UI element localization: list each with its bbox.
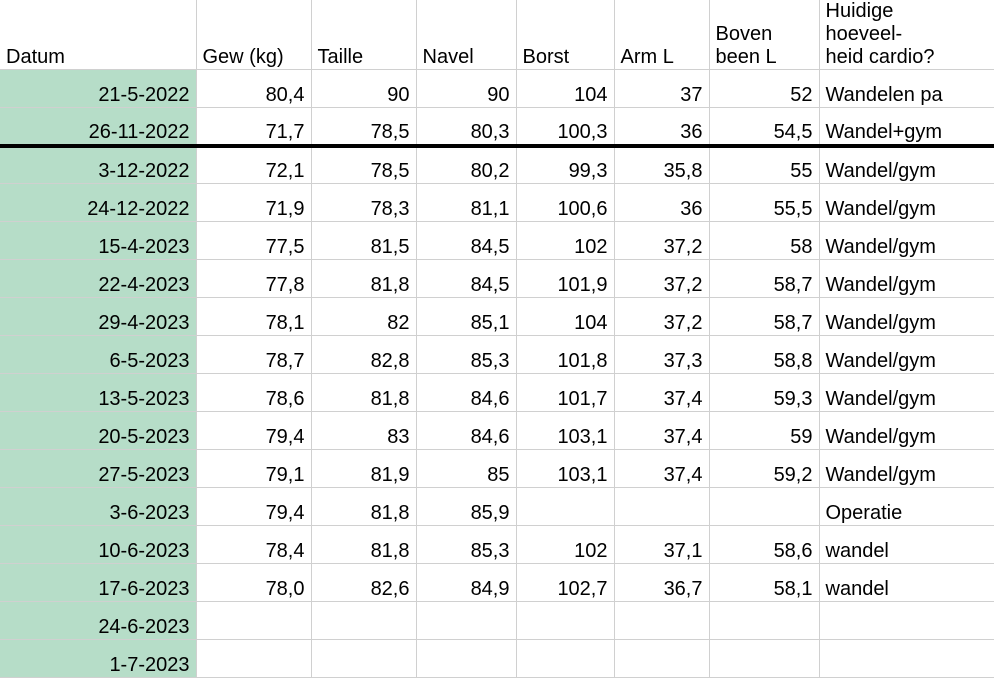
column-header-borst-label: Borst (522, 46, 570, 68)
cell-taille[interactable]: 82 (311, 298, 416, 336)
table-row[interactable] (0, 184, 994, 222)
cell-navel[interactable]: 80,2 (416, 146, 516, 184)
cell-borst[interactable]: 100,6 (516, 184, 614, 222)
cell-gew[interactable] (196, 640, 311, 678)
cell-datum[interactable]: 15-4-2023 (0, 222, 196, 260)
cell-borst[interactable]: 99,3 (516, 146, 614, 184)
column-header-cardio-line1: Huidige (825, 0, 894, 22)
table-row[interactable] (0, 70, 994, 108)
cell-cardio[interactable]: wandel (819, 526, 994, 564)
cell-navel[interactable]: 84,9 (416, 564, 516, 602)
cell-arm-l[interactable]: 37 (614, 70, 709, 108)
cell-gew[interactable] (196, 602, 311, 640)
cell-taille[interactable] (311, 640, 416, 678)
cell-cardio[interactable]: wandel (819, 564, 994, 602)
header-row (0, 0, 994, 70)
cell-bovenbeen-l[interactable]: 59,3 (709, 374, 819, 412)
cell-taille[interactable]: 82,8 (311, 336, 416, 374)
cell-gew[interactable]: 78,1 (196, 298, 311, 336)
cell-taille[interactable]: 78,5 (311, 108, 416, 146)
column-header-arm-l-label: Arm L (620, 46, 674, 68)
cell-navel[interactable]: 85,9 (416, 488, 516, 526)
cell-borst[interactable]: 101,9 (516, 260, 614, 298)
cell-gew[interactable]: 77,8 (196, 260, 311, 298)
cell-datum[interactable]: 27-5-2023 (0, 450, 196, 488)
cell-arm-l[interactable] (614, 640, 709, 678)
cell-cardio[interactable]: Wandelen pa (819, 70, 994, 108)
cell-datum[interactable]: 3-12-2022 (0, 146, 196, 184)
cell-arm-l[interactable]: 37,2 (614, 222, 709, 260)
cell-bovenbeen-l[interactable]: 55 (709, 146, 819, 184)
cell-arm-l[interactable]: 36,7 (614, 564, 709, 602)
cell-navel[interactable]: 85,3 (416, 336, 516, 374)
cell-datum[interactable]: 29-4-2023 (0, 298, 196, 336)
table-row[interactable] (0, 336, 994, 374)
cell-borst[interactable]: 104 (516, 70, 614, 108)
cell-bovenbeen-l[interactable] (709, 488, 819, 526)
cell-navel[interactable]: 84,5 (416, 222, 516, 260)
cell-bovenbeen-l[interactable]: 58,7 (709, 298, 819, 336)
table-header (0, 0, 994, 70)
cell-navel[interactable]: 84,5 (416, 260, 516, 298)
cell-gew[interactable]: 78,0 (196, 564, 311, 602)
cell-cardio[interactable]: Wandel/gym (819, 374, 994, 412)
cell-arm-l[interactable] (614, 488, 709, 526)
cell-borst[interactable] (516, 602, 614, 640)
column-header-bovenbeen-l-line2: been L (715, 46, 777, 68)
cell-arm-l[interactable]: 36 (614, 184, 709, 222)
cell-gew[interactable]: 79,4 (196, 412, 311, 450)
cell-datum[interactable]: 26-11-2022 (0, 108, 196, 146)
column-header-gew-label: Gew (kg) (202, 46, 284, 68)
cell-datum[interactable]: 20-5-2023 (0, 412, 196, 450)
cell-bovenbeen-l[interactable] (709, 602, 819, 640)
cell-bovenbeen-l[interactable]: 58,1 (709, 564, 819, 602)
cell-arm-l[interactable]: 37,3 (614, 336, 709, 374)
cell-navel[interactable]: 84,6 (416, 412, 516, 450)
cell-datum[interactable]: 17-6-2023 (0, 564, 196, 602)
cell-cardio[interactable]: Wandel/gym (819, 336, 994, 374)
cell-datum[interactable]: 3-6-2023 (0, 488, 196, 526)
cell-cardio[interactable]: Wandel/gym (819, 222, 994, 260)
cell-bovenbeen-l[interactable]: 58,6 (709, 526, 819, 564)
table-row[interactable] (0, 298, 994, 336)
table-row[interactable] (0, 488, 994, 526)
cell-cardio[interactable]: Operatie (819, 488, 994, 526)
column-header-datum[interactable] (0, 0, 196, 70)
cell-arm-l[interactable] (614, 602, 709, 640)
cell-bovenbeen-l[interactable]: 58,7 (709, 260, 819, 298)
cell-datum[interactable]: 22-4-2023 (0, 260, 196, 298)
column-header-bovenbeen-l-line1: Boven (715, 23, 773, 45)
cell-taille[interactable]: 81,8 (311, 374, 416, 412)
cell-datum[interactable]: 24-6-2023 (0, 602, 196, 640)
column-header-navel-label: Navel (422, 46, 474, 68)
cell-gew[interactable]: 71,7 (196, 108, 311, 146)
cell-navel[interactable]: 85,1 (416, 298, 516, 336)
column-header-gew[interactable] (196, 0, 311, 70)
cell-taille[interactable]: 78,3 (311, 184, 416, 222)
cell-gew[interactable]: 80,4 (196, 70, 311, 108)
cell-bovenbeen-l[interactable]: 58 (709, 222, 819, 260)
table-row[interactable] (0, 564, 994, 602)
cell-cardio[interactable]: Wandel/gym (819, 184, 994, 222)
column-header-bovenbeen-l[interactable] (709, 0, 819, 70)
cell-taille[interactable]: 81,8 (311, 260, 416, 298)
cell-datum[interactable]: 1-7-2023 (0, 640, 196, 678)
cell-datum[interactable]: 24-12-2022 (0, 184, 196, 222)
table-row[interactable] (0, 146, 994, 184)
cell-arm-l[interactable]: 37,4 (614, 450, 709, 488)
cell-taille[interactable]: 90 (311, 70, 416, 108)
cell-borst[interactable]: 104 (516, 298, 614, 336)
table-row[interactable] (0, 222, 994, 260)
cell-taille[interactable]: 82,6 (311, 564, 416, 602)
table-row[interactable] (0, 450, 994, 488)
cell-gew[interactable]: 72,1 (196, 146, 311, 184)
table-row[interactable] (0, 412, 994, 450)
cell-bovenbeen-l[interactable]: 55,5 (709, 184, 819, 222)
cell-cardio[interactable]: Wandel/gym (819, 298, 994, 336)
cell-bovenbeen-l[interactable]: 58,8 (709, 336, 819, 374)
cell-bovenbeen-l[interactable] (709, 640, 819, 678)
cell-datum[interactable]: 6-5-2023 (0, 336, 196, 374)
cell-datum[interactable]: 13-5-2023 (0, 374, 196, 412)
cell-cardio[interactable]: Wandel/gym (819, 260, 994, 298)
cell-borst[interactable]: 103,1 (516, 450, 614, 488)
table-body (0, 70, 994, 678)
cell-bovenbeen-l[interactable]: 59,2 (709, 450, 819, 488)
cell-taille[interactable]: 83 (311, 412, 416, 450)
cell-navel[interactable]: 90 (416, 70, 516, 108)
cell-gew[interactable]: 78,7 (196, 336, 311, 374)
cell-arm-l[interactable]: 35,8 (614, 146, 709, 184)
column-header-cardio-line3: heid cardio? (825, 46, 935, 68)
cell-arm-l[interactable]: 36 (614, 108, 709, 146)
table-row[interactable] (0, 108, 994, 146)
cell-gew[interactable]: 79,4 (196, 488, 311, 526)
cell-taille[interactable]: 81,8 (311, 526, 416, 564)
column-header-navel[interactable] (416, 0, 516, 70)
table-row[interactable] (0, 526, 994, 564)
cell-borst[interactable]: 101,8 (516, 336, 614, 374)
cell-cardio[interactable]: Wandel/gym (819, 146, 994, 184)
cell-navel[interactable]: 85 (416, 450, 516, 488)
column-header-taille-label: Taille (317, 46, 364, 68)
column-header-cardio[interactable] (819, 0, 994, 70)
cell-gew[interactable]: 79,1 (196, 450, 311, 488)
cell-borst[interactable]: 101,7 (516, 374, 614, 412)
cell-bovenbeen-l[interactable]: 59 (709, 412, 819, 450)
cell-arm-l[interactable]: 37,4 (614, 374, 709, 412)
cell-bovenbeen-l[interactable]: 52 (709, 70, 819, 108)
cell-borst[interactable] (516, 640, 614, 678)
cell-borst[interactable]: 103,1 (516, 412, 614, 450)
cell-borst[interactable]: 102,7 (516, 564, 614, 602)
cell-taille[interactable]: 78,5 (311, 146, 416, 184)
cell-cardio[interactable]: Wandel/gym (819, 450, 994, 488)
cell-taille[interactable]: 81,5 (311, 222, 416, 260)
cell-gew[interactable]: 77,5 (196, 222, 311, 260)
table-row[interactable] (0, 602, 994, 640)
column-header-arm-l[interactable] (614, 0, 709, 70)
cell-cardio[interactable] (819, 640, 994, 678)
column-header-cardio-line2: hoeveel- (825, 23, 903, 45)
cell-arm-l[interactable]: 37,2 (614, 260, 709, 298)
column-header-borst[interactable] (516, 0, 614, 70)
cell-navel[interactable]: 84,6 (416, 374, 516, 412)
cell-datum[interactable]: 21-5-2022 (0, 70, 196, 108)
cell-gew[interactable]: 71,9 (196, 184, 311, 222)
cell-borst[interactable] (516, 488, 614, 526)
cell-taille[interactable]: 81,9 (311, 450, 416, 488)
cell-taille[interactable]: 81,8 (311, 488, 416, 526)
cell-navel[interactable] (416, 640, 516, 678)
cell-arm-l[interactable]: 37,1 (614, 526, 709, 564)
cell-bovenbeen-l[interactable]: 54,5 (709, 108, 819, 146)
cell-taille[interactable] (311, 602, 416, 640)
cell-borst[interactable]: 102 (516, 526, 614, 564)
cell-gew[interactable]: 78,4 (196, 526, 311, 564)
cell-navel[interactable]: 81,1 (416, 184, 516, 222)
cell-borst[interactable]: 100,3 (516, 108, 614, 146)
cell-cardio[interactable]: Wandel+gym (819, 108, 994, 146)
cell-cardio[interactable] (819, 602, 994, 640)
table-row[interactable] (0, 260, 994, 298)
column-header-taille[interactable] (311, 0, 416, 70)
cell-borst[interactable]: 102 (516, 222, 614, 260)
cell-arm-l[interactable]: 37,2 (614, 298, 709, 336)
cell-navel[interactable]: 85,3 (416, 526, 516, 564)
table-row[interactable] (0, 374, 994, 412)
cell-cardio[interactable]: Wandel/gym (819, 412, 994, 450)
table-row[interactable] (0, 640, 994, 678)
cell-arm-l[interactable]: 37,4 (614, 412, 709, 450)
cell-datum[interactable]: 10-6-2023 (0, 526, 196, 564)
cell-navel[interactable] (416, 602, 516, 640)
cell-gew[interactable]: 78,6 (196, 374, 311, 412)
cell-navel[interactable]: 80,3 (416, 108, 516, 146)
column-header-datum-label: Datum (6, 46, 65, 68)
